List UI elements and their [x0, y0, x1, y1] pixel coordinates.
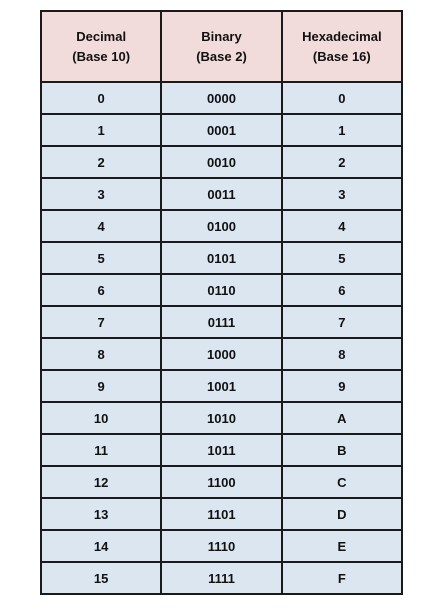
table-row — [41, 338, 402, 370]
cell-decimal: 2 — [41, 146, 161, 178]
cell-binary: 1010 — [161, 402, 281, 434]
header-hexadecimal-base: (Base 16) — [312, 48, 371, 64]
table-row — [41, 434, 402, 466]
table-row — [41, 178, 402, 210]
table-row — [41, 114, 402, 146]
cell-hexadecimal: B — [282, 434, 402, 466]
table-row — [41, 498, 402, 530]
cell-binary: 1011 — [161, 434, 281, 466]
cell-binary: 1000 — [161, 338, 281, 370]
table-row — [41, 274, 402, 306]
table-row — [41, 530, 402, 562]
cell-binary: 1001 — [161, 370, 281, 402]
cell-binary: 0001 — [161, 114, 281, 146]
header-row — [41, 11, 402, 82]
cell-hexadecimal: 5 — [282, 242, 402, 274]
table-row — [41, 242, 402, 274]
cell-decimal: 1 — [41, 114, 161, 146]
table-header — [41, 11, 402, 82]
cell-hexadecimal: C — [282, 466, 402, 498]
header-decimal — [41, 11, 161, 82]
header-decimal-base: (Base 10) — [72, 48, 131, 64]
table-row — [41, 210, 402, 242]
cell-hexadecimal: 4 — [282, 210, 402, 242]
cell-decimal: 15 — [41, 562, 161, 594]
header-binary — [161, 11, 281, 82]
cell-binary: 0010 — [161, 146, 281, 178]
cell-decimal: 7 — [41, 306, 161, 338]
cell-decimal: 3 — [41, 178, 161, 210]
table-row — [41, 466, 402, 498]
table-body — [41, 82, 402, 594]
cell-hexadecimal: A — [282, 402, 402, 434]
cell-hexadecimal: 2 — [282, 146, 402, 178]
cell-decimal: 5 — [41, 242, 161, 274]
cell-decimal: 6 — [41, 274, 161, 306]
cell-binary: 1100 — [161, 466, 281, 498]
cell-hexadecimal: 3 — [282, 178, 402, 210]
header-decimal-title: Decimal — [76, 28, 127, 44]
cell-binary: 1110 — [161, 530, 281, 562]
cell-decimal: 12 — [41, 466, 161, 498]
cell-hexadecimal: E — [282, 530, 402, 562]
cell-binary: 0100 — [161, 210, 281, 242]
cell-binary: 1101 — [161, 498, 281, 530]
cell-decimal: 10 — [41, 402, 161, 434]
cell-binary: 1111 — [161, 562, 281, 594]
header-hexadecimal-title: Hexadecimal — [302, 28, 382, 44]
table-row — [41, 370, 402, 402]
cell-binary: 0011 — [161, 178, 281, 210]
table-row — [41, 562, 402, 594]
cell-binary: 0000 — [161, 82, 281, 114]
cell-decimal: 4 — [41, 210, 161, 242]
cell-hexadecimal: 6 — [282, 274, 402, 306]
cell-decimal: 0 — [41, 82, 161, 114]
cell-decimal: 13 — [41, 498, 161, 530]
table-row — [41, 82, 402, 114]
number-conversion-table — [40, 10, 403, 595]
cell-binary: 0110 — [161, 274, 281, 306]
cell-binary: 0111 — [161, 306, 281, 338]
header-hexadecimal — [282, 11, 402, 82]
cell-decimal: 11 — [41, 434, 161, 466]
table-row — [41, 146, 402, 178]
table-row — [41, 306, 402, 338]
cell-binary: 0101 — [161, 242, 281, 274]
cell-decimal: 14 — [41, 530, 161, 562]
cell-hexadecimal: 1 — [282, 114, 402, 146]
cell-hexadecimal: 7 — [282, 306, 402, 338]
cell-hexadecimal: 8 — [282, 338, 402, 370]
header-binary-title: Binary — [201, 28, 242, 44]
cell-decimal: 8 — [41, 338, 161, 370]
cell-hexadecimal: 0 — [282, 82, 402, 114]
table-row — [41, 402, 402, 434]
header-binary-base: (Base 2) — [196, 48, 247, 64]
cell-hexadecimal: 9 — [282, 370, 402, 402]
cell-hexadecimal: F — [282, 562, 402, 594]
cell-hexadecimal: D — [282, 498, 402, 530]
cell-decimal: 9 — [41, 370, 161, 402]
